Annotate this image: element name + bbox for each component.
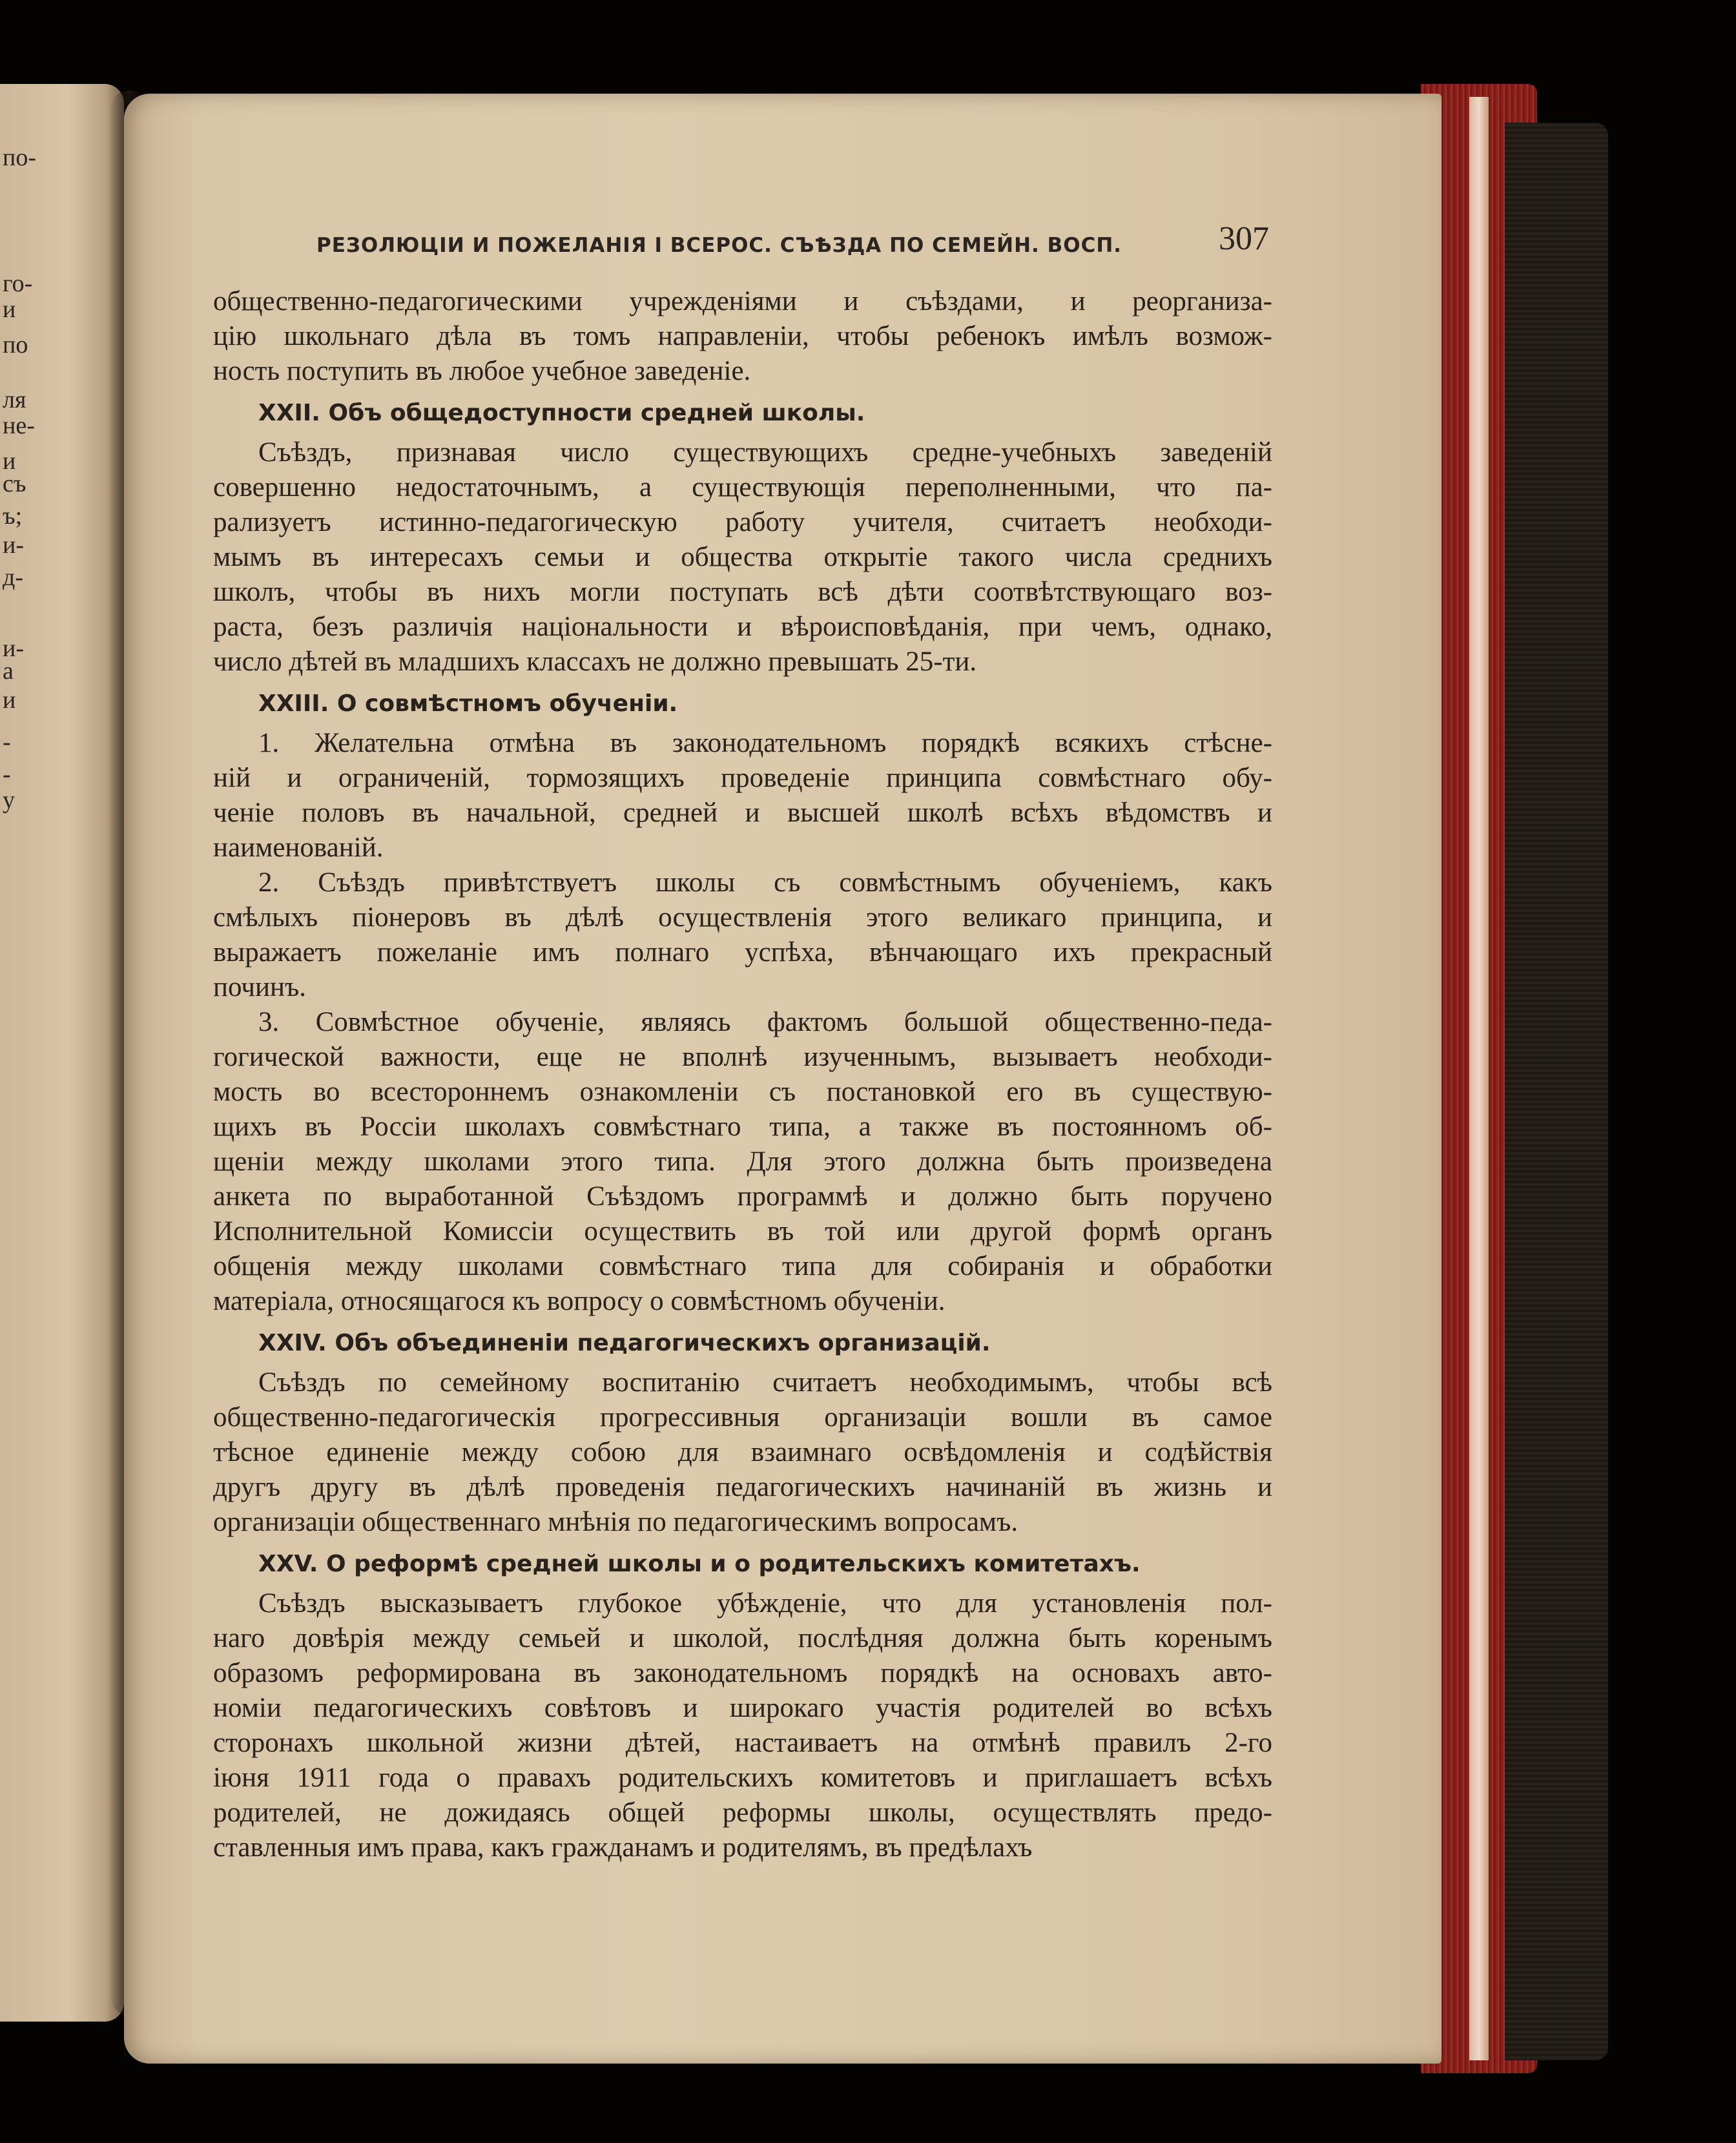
- left-page-text-fragment: и: [3, 296, 16, 323]
- text-line: число дѣтей въ младшихъ классахъ не должно превышать 25-ти.: [213, 647, 977, 677]
- section-heading: XXIV. Объ объединеніи педагогическихъ организацій.: [258, 1330, 991, 1356]
- page-edges-light: [1469, 97, 1489, 2060]
- left-page-text-fragment: ля: [3, 386, 26, 413]
- left-page-text-fragment: съ: [3, 470, 26, 497]
- text-line: 3. Совмѣстное обученіе, являясь фактомъ большой общественно-педа-: [258, 1007, 1272, 1037]
- text-line: Съѣздъ, признавая число существующихъ средне-учебныхъ заведеній: [258, 437, 1272, 468]
- text-line: 2. Съѣздъ привѣтствуетъ школы съ совмѣстнымъ обученіемъ, какъ: [258, 867, 1272, 898]
- left-page-text-fragment: по-: [3, 144, 36, 171]
- text-line: родителей, не дожидаясь общей реформы школы, осуществлять предо-: [213, 1797, 1272, 1828]
- text-line: тѣсное единеніе между собою для взаимнаго освѣдомленія и содѣйствія: [213, 1437, 1272, 1467]
- paragraph: [213, 435, 1272, 679]
- left-page-text-fragment: и-: [3, 635, 24, 662]
- text-line: ность поступить въ любое учебное заведеніе.: [213, 356, 751, 386]
- left-page-text-fragment: -: [3, 761, 11, 788]
- text-line: гогической важности, еще не вполнѣ изученнымъ, вызываетъ необходи-: [213, 1042, 1272, 1072]
- left-page-text-fragment: ъ;: [3, 502, 23, 530]
- text-line: починъ.: [213, 972, 307, 1002]
- paragraph: [213, 1586, 1272, 1865]
- text-line: выражаетъ пожеланіе имъ полнаго успѣха, вѣнчающаго ихъ прекрасный: [213, 937, 1272, 968]
- text-line: общенія между школами совмѣстнаго типа для собиранія и обработки: [213, 1251, 1272, 1281]
- text-line: цію школьнаго дѣла въ томъ направленіи, чтобы ребенокъ имѣлъ возмож-: [213, 321, 1272, 351]
- text-line: рализуетъ истинно-педагогическую работу учителя, считаетъ необходи-: [213, 507, 1272, 537]
- resolution-section: [213, 683, 1272, 1319]
- text-line: щеніи между школами этого типа. Для этого должна быть произведена: [213, 1146, 1272, 1177]
- left-page-text-fragment: а: [3, 657, 14, 685]
- text-line: общественно-педагогическими учрежденіями и съѣздами, и реорганиза-: [213, 286, 1272, 316]
- text-line: наименованій.: [213, 833, 384, 863]
- text-line: іюня 1911 года о правахъ родительскихъ комитетовъ и приглашаетъ всѣхъ: [213, 1763, 1272, 1793]
- text-line: школъ, чтобы въ нихъ могли поступать всѣ дѣти соотвѣтствующаго воз-: [213, 577, 1272, 607]
- text-line: сторонахъ школьной жизни дѣтей, настаиваетъ на отмѣнѣ правилъ 2-го: [213, 1728, 1272, 1758]
- page-number: 307: [1219, 220, 1269, 257]
- text-line: общественно-педагогическія прогрессивныя организаціи вошли въ самое: [213, 1402, 1272, 1433]
- left-page-text-fragment: по: [3, 331, 28, 358]
- left-page-text-fragment: го-: [3, 270, 33, 297]
- resolution-section: [213, 1323, 1272, 1540]
- paragraph: [213, 1365, 1272, 1540]
- text-line: ставленныя имъ права, какъ гражданамъ и родителямъ, въ предѣлахъ: [213, 1832, 1033, 1863]
- resolution-section: [213, 393, 1272, 679]
- text-line: ній и ограниченій, тормозящихъ проведеніе принципа совмѣстнаго обу-: [213, 763, 1272, 793]
- text-line: раста, безъ различія національности и вѣроисповѣданія, при чемъ, однако,: [213, 612, 1272, 642]
- text-line: 1. Желательна отмѣна въ законодательномъ порядкѣ всякихъ стѣсне-: [258, 728, 1272, 758]
- left-page-text-fragment: у: [3, 787, 15, 814]
- left-page-text-fragment: д-: [3, 564, 23, 591]
- text-line: Исполнительной Комиссіи осуществить въ той или другой формѣ органъ: [213, 1216, 1272, 1247]
- paragraph: [213, 865, 1272, 1005]
- left-page-text-fragment: -: [3, 729, 11, 756]
- text-line: организаціи общественнаго мнѣнія по педагогическимъ вопросамъ.: [213, 1507, 1018, 1537]
- text-line: совершенно недостаточнымъ, а существующія переполненными, что па-: [213, 472, 1272, 502]
- text-line: смѣлыхъ піонеровъ въ дѣлѣ осуществленія этого великаго принципа, и: [213, 902, 1272, 933]
- resolution-section: [213, 284, 1272, 389]
- left-page-text-fragment: и-: [3, 532, 24, 559]
- left-page-text-fragment: и: [3, 448, 16, 475]
- text-line: матеріала, относящагося къ вопросу о совмѣстномъ обученіи.: [213, 1286, 946, 1316]
- section-heading: XXIII. О совмѣстномъ обученіи.: [258, 690, 678, 717]
- text-line: номіи педагогическихъ совѣтовъ и широкаго участія родителей во всѣхъ: [213, 1693, 1272, 1723]
- paragraph: [213, 1005, 1272, 1319]
- text-line: образомъ реформирована въ законодательномъ порядкѣ на основахъ авто-: [213, 1658, 1272, 1688]
- running-header: РЕЗОЛЮЦІИ И ПОЖЕЛАНІЯ I ВСЕРОС. СЪѢЗДА ПО СЕМЕЙН. ВОСП.: [316, 234, 1122, 257]
- section-heading: XXII. Объ общедоступности средней школы.: [258, 400, 865, 426]
- left-page-text-fragment: не-: [3, 412, 35, 439]
- text-line: наго довѣрія между семьей и школой, послѣдняя должна быть коренымъ: [213, 1623, 1272, 1653]
- text-line: анкета по выработанной Съѣздомъ программѣ и должно быть поручено: [213, 1181, 1272, 1212]
- resolution-section: [213, 1544, 1272, 1865]
- page-body: [213, 284, 1272, 1865]
- left-facing-page: [0, 84, 124, 2022]
- left-page-text-fragment: и: [3, 687, 16, 714]
- text-line: ченіе половъ въ начальной, средней и высшей школѣ всѣхъ вѣдомствъ и: [213, 798, 1272, 828]
- section-heading: XXV. О реформѣ средней школы и о родительскихъ комитетахъ.: [258, 1551, 1141, 1577]
- text-line: другъ другу въ дѣлѣ проведенія педагогическихъ начинаній въ жизнь и: [213, 1472, 1272, 1502]
- text-line: мымъ въ интересахъ семьи и общества открытіе такого числа среднихъ: [213, 542, 1272, 572]
- text-line: Съѣздъ высказываетъ глубокое убѣжденіе, что для установленія пол-: [258, 1588, 1272, 1619]
- book-cover: [1505, 123, 1608, 2060]
- text-line: мость во всестороннемъ ознакомленіи съ постановкой его въ существую-: [213, 1077, 1272, 1107]
- paragraph: [213, 726, 1272, 865]
- paragraph: [213, 284, 1272, 389]
- text-line: Съѣздъ по семейному воспитанію считаетъ необходимымъ, чтобы всѣ: [258, 1367, 1272, 1398]
- text-line: щихъ въ Россіи школахъ совмѣстнаго типа, а также въ постоянномъ об-: [213, 1112, 1272, 1142]
